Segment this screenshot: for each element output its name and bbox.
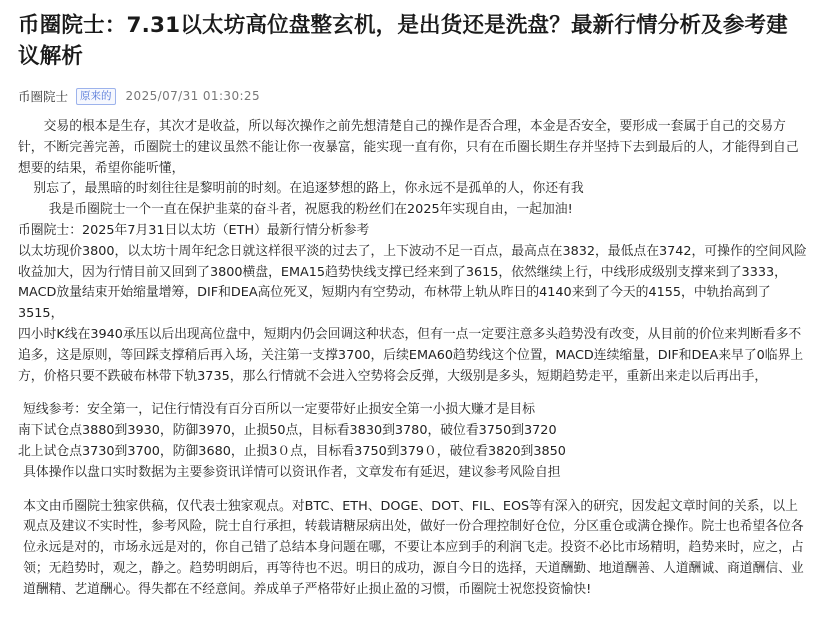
section-spacer	[18, 484, 808, 497]
article-body	[18, 117, 808, 601]
analysis-heading: 币圈院士：2025年7月31日以太坊（ETH）最新行情分析参考	[18, 222, 370, 238]
paragraph-encourage: 别忘了，最黑暗的时刻往往是黎明前的时刻。在追逐梦想的路上，你永远不是孤单的人，你还有我	[33, 181, 584, 197]
article-meta	[18, 86, 808, 106]
short-term-reference: 短线参考：安全第一，记住行情没有百分百所以一定要带好止损安全第一小损大赚才是目标	[23, 402, 535, 418]
paragraph-4h-analysis: 四小时K线在3940承压以后出现高位盘中，短期内仍会回调这种状态，但有一点一定要注意多头趋势没有改变，从目前的价位来判断看多不追多，这是原则，等回踩支撑稍后再入场，关注第一支撑3700，后续EMA60趋势线这个位置，MACD连续缩量，DIF和DEA来早了0临界上方，价格只要不跌破布林带下轨3735，那么行情就不会进入空势将会反弹，大级别是多头，短期趋势走平，重新出来走以后再出手，	[18, 326, 804, 384]
article-title: 币圈院士：7.31以太坊高位盘整玄机，是出货还是洗盘？最新行情分析及参考建议解析	[18, 13, 788, 69]
paragraph-statement: 本文由币圈院士独家供稿，仅代表士独家观点。对BTC、ETH、DOGE、DOT、FIL、EOS等有深入的研究，因发起文章时间的关系，以上观点及建议不实时性，参考风险，院士自行承担，转载请糖尿病出处，做好一份合理控制好仓位，分区重仓或满仓操作。院士也希望各位各位永远是对的，市场永远是对的，你自己错了总结本身问题在哪，不要让本应到手的利润飞走。投资不必比市场精明，趋势来时，应之，占领；无趋势时，观之，静之。趋势明朗后，再等待也不迟。明日的成功，源自今日的选择，天道酬勤、地道酬善、人道酬诚、商道酬信、业道酬精、艺道酬心。得失都在不经意间。养成单子严格带好止损止盈的习惯，币圈院士祝您投资愉快!	[23, 498, 804, 597]
paragraph-daily-analysis: 以太坊现价3800，以太坊十周年纪念日就这样很平淡的过去了，上下波动不足一百点，最高点在3832，最低点在3742，可操作的空间风险收益加大，因为行情目前又回到了3800横盘，EMA15趋势快线支撑已经来到了3615，依然继续上行，中线形成级别支撑来到了3333，MACD放量结束开始缩量增筹，DIF和DEA高位死叉，短期内有空势动，布林带上轨从昨日的4140来到了今天的4155，中轨抬高到了3515，	[18, 243, 807, 322]
publish-date: 2025/07/31 01:30:25	[125, 89, 260, 103]
original-badge: 原来的	[76, 88, 116, 105]
author-name[interactable]: 币圈院士	[18, 89, 69, 104]
paragraph-intro: 交易的根本是生存，其次才是收益，所以每次操作之前先想清楚自己的操作是否合理，本金是否安全，要形成一套属于自己的交易方针，不断完善完善，币圈院士的建议虽然不能让你一夜暴富，能实现一直有你，只有在币圈长期生存并坚持下去到最后的人，才能得到自己想要的结果，希望你能听懂，	[18, 119, 799, 176]
short-plan: 南下试仓点3880到3930，防御3970，止损50点，目标看3830到3780，破位看3750到3720	[18, 423, 557, 439]
long-plan: 北上试仓点3730到3700，防御3680，止损3０点，目标看3750到379０，破位看3820到3850	[18, 443, 566, 459]
operation-disclaimer: 具体操作以盘口实时数据为主要参资讯详情可以资讯作者，文章发布有延迟，建议参考风险自担	[23, 464, 561, 480]
paragraph-self-intro: 我是币圈院士一个一直在保护韭菜的奋斗者，祝愿我的粉丝们在2025年实现自由，一起加油!	[48, 202, 573, 218]
section-spacer	[18, 387, 808, 400]
